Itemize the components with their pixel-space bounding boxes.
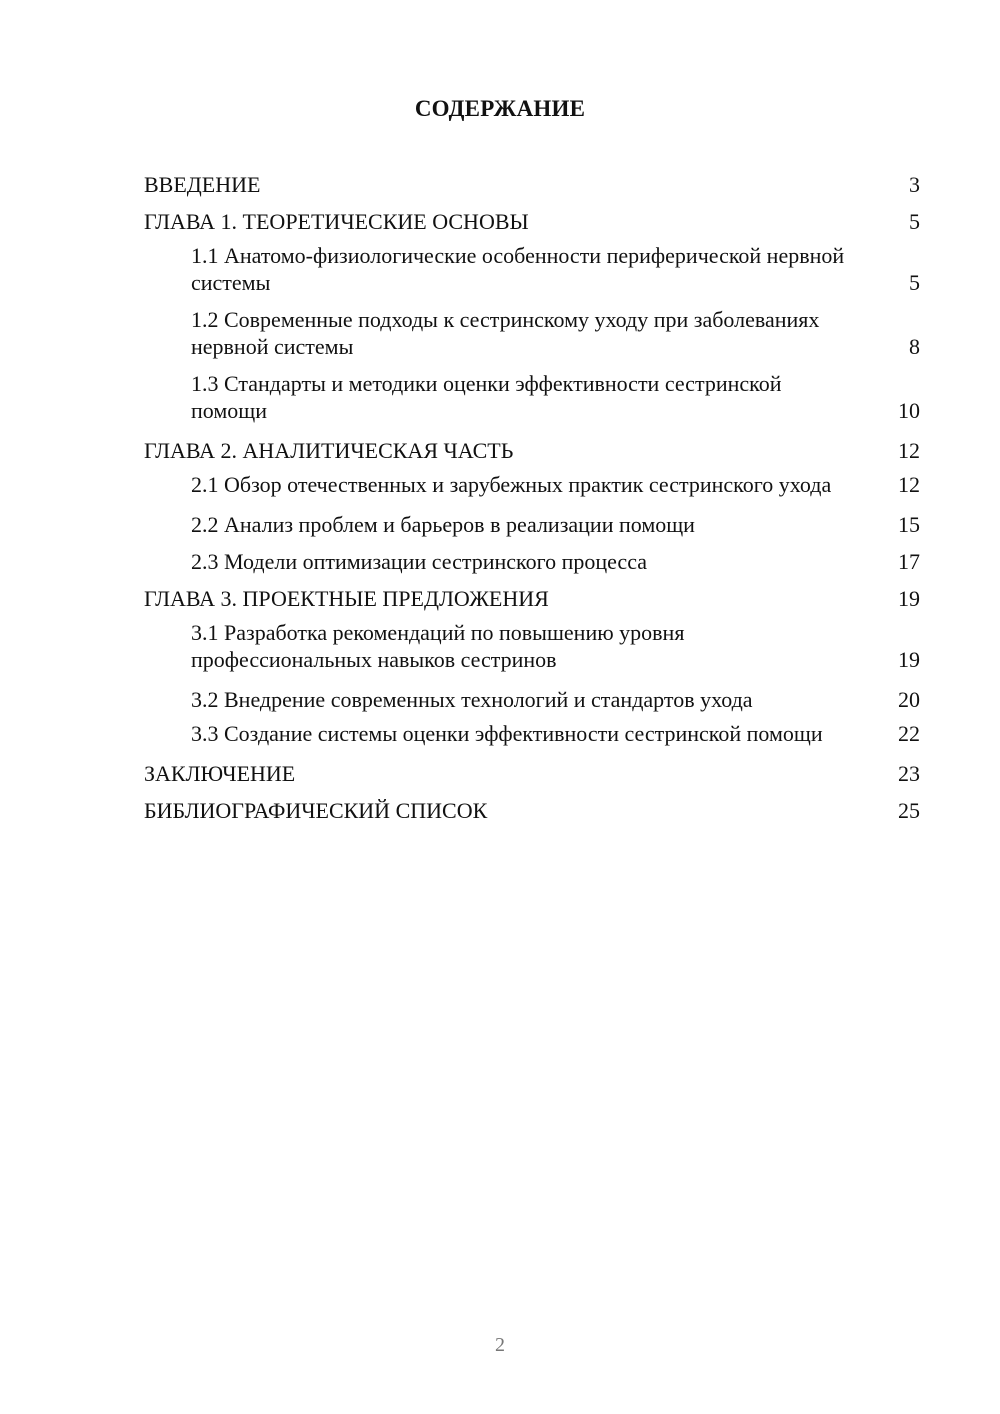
toc-entry-page: 10 [898,398,920,423]
toc-entry-page: 3 [909,172,920,197]
toc-entry-chapter-1[interactable] [144,205,920,242]
page-number: 2 [495,1334,505,1356]
toc-entry-page: 15 [898,512,920,537]
toc-entry-page: 12 [898,472,920,497]
toc-entry-title: 3.1 Разработка рекомендаций по повышению уровня профессиональных навыков сестринов [191,620,685,672]
toc-entry-chapter-2[interactable] [144,434,920,471]
toc-entry-section-2-1[interactable] [144,471,920,508]
toc-entry-introduction[interactable] [144,168,920,205]
toc-entry-title: 1.2 Современные подходы к сестринскому уходу при заболеваниях нервной системы [191,307,820,359]
toc-entry-page: 8 [909,334,920,359]
toc-entry-page: 22 [898,721,920,746]
table-of-contents [144,168,920,831]
toc-entry-page: 17 [898,549,920,574]
toc-entry-bibliography[interactable] [144,794,920,831]
toc-entry-page: 5 [909,270,920,295]
toc-entry-title: ГЛАВА 3. ПРОЕКТНЫЕ ПРЕДЛОЖЕНИЯ [144,586,549,611]
toc-entry-title: ВВЕДЕНИЕ [144,172,261,197]
toc-entry-title: ГЛАВА 1. ТЕОРЕТИЧЕСКИЕ ОСНОВЫ [144,209,529,234]
toc-entry-title: 1.1 Анатомо-физиологические особенности периферической нервной системы [191,243,845,295]
toc-entry-title: 1.3 Стандарты и методики оценки эффективности сестринской помощи [191,371,782,423]
toc-entry-title: ЗАКЛЮЧЕНИЕ [144,761,296,786]
toc-entry-page: 12 [898,438,920,463]
toc-entry-page: 25 [898,798,920,823]
toc-entry-section-1-2[interactable] [144,306,920,370]
toc-entry-page: 5 [909,209,920,234]
toc-entry-title: 3.3 Создание системы оценки эффективности сестринской помощи [191,721,823,746]
toc-entry-title: БИБЛИОГРАФИЧЕСКИЙ СПИСОК [144,798,488,823]
toc-entry-conclusion[interactable] [144,757,920,794]
toc-entry-section-1-3[interactable] [144,370,920,434]
toc-entry-title: ГЛАВА 2. АНАЛИТИЧЕСКАЯ ЧАСТЬ [144,438,514,463]
page-title: СОДЕРЖАНИЕ [414,96,586,121]
toc-entry-section-2-3[interactable] [144,545,920,582]
toc-entry-title: 2.2 Анализ проблем и барьеров в реализации помощи [191,512,695,537]
toc-entry-section-3-3[interactable] [144,720,920,757]
toc-entry-page: 20 [898,687,920,712]
toc-entry-section-3-1[interactable] [144,619,920,683]
toc-entry-section-2-2[interactable] [144,508,920,545]
toc-entry-title: 3.2 Внедрение современных технологий и стандартов ухода [191,687,753,712]
toc-entry-chapter-3[interactable] [144,582,920,619]
toc-entry-page: 23 [898,761,920,786]
toc-entry-title: 2.3 Модели оптимизации сестринского процесса [191,549,647,574]
toc-entry-title: 2.1 Обзор отечественных и зарубежных практик сестринского ухода [191,472,832,497]
toc-entry-page: 19 [898,647,920,672]
toc-entry-section-3-2[interactable] [144,683,920,720]
toc-entry-section-1-1[interactable] [144,242,920,306]
toc-entry-page: 19 [898,586,920,611]
